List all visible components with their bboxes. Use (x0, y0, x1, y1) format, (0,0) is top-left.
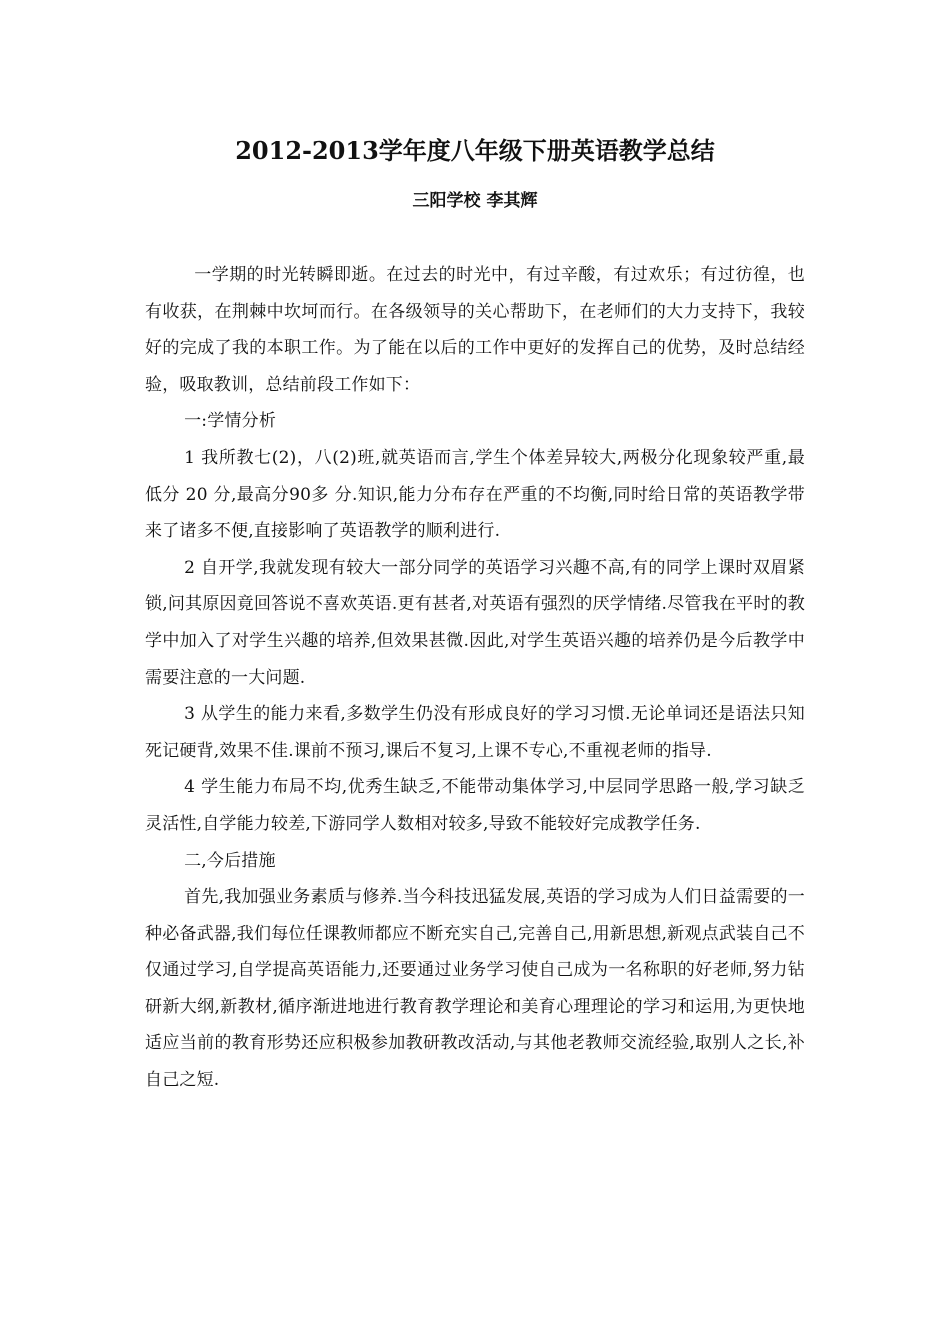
analysis-point-1: 1 我所教七(2)，八(2)班,就英语而言,学生个体差异较大,两极分化现象较严重,最低分 20 分,最高分90多 分.知识,能力分布存在严重的不均衡,同时给日常的英语教学带来了诸多不便,直接影响了英语教学的顺利进行. (145, 447, 805, 542)
document-title: 2012-2013学年度八年级下册英语教学总结 (235, 136, 715, 165)
section-heading-measures: 二,今后措施 (184, 850, 276, 871)
section-heading-analysis: 一:学情分析 (184, 411, 277, 432)
document-body (145, 257, 805, 1099)
analysis-point-3: 3 从学生的能力来看,多数学生仍没有形成良好的学习习惯.无论单词还是语法只知死记硬背,效果不佳.课前不预习,课后不复习,上课不专心,不重视老师的指导. (145, 704, 805, 761)
author-line: 三阳学校 李其辉 (412, 191, 538, 211)
analysis-point-4: 4 学生能力布局不均,优秀生缺乏,不能带动集体学习,中层同学思路一般,学习缺乏灵活性,自学能力较差,下游同学人数相对较多,导致不能较好完成教学任务. (145, 777, 805, 834)
analysis-point-2: 2 自开学,我就发现有较大一部分同学的英语学习兴趣不高,有的同学上课时双眉紧锁,问其原因竟回答说不喜欢英语.更有甚者,对英语有强烈的厌学情绪.尽管我在平时的教学中加入了对学生兴趣的培养,但效果甚微.因此,对学生英语兴趣的培养仍是今后教学中需要注意的一大问题. (145, 557, 805, 688)
measures-paragraph-1: 首先,我加强业务素质与修养.当今科技迅猛发展,英语的学习成为人们日益需要的一种必备武器,我们每位任课教师都应不断充实自己,完善自己,用新思想,新观点武装自己不仅通过学习,自学提高英语能力,还要通过业务学习使自己成为一名称职的好老师,努力钻研新大纲,新教材,循序渐进地进行教育教学理论和美育心理理论的学习和运用,为更快地适应当前的教育形势还应积极参加教研教改活动,与其他老教师交流经验,取别人之长,补自己之短. (145, 887, 805, 1091)
intro-paragraph: 一学期的时光转瞬即逝。在过去的时光中，有过辛酸，有过欢乐；有过彷徨，也有收获，在荆棘中坎坷而行。在各级领导的关心帮助下，在老师们的大力支持下，我较好的完成了我的本职工作。为了能在以后的工作中更好的发挥自己的优势，及时总结经验，吸取教训，总结前段工作如下： (145, 265, 805, 395)
